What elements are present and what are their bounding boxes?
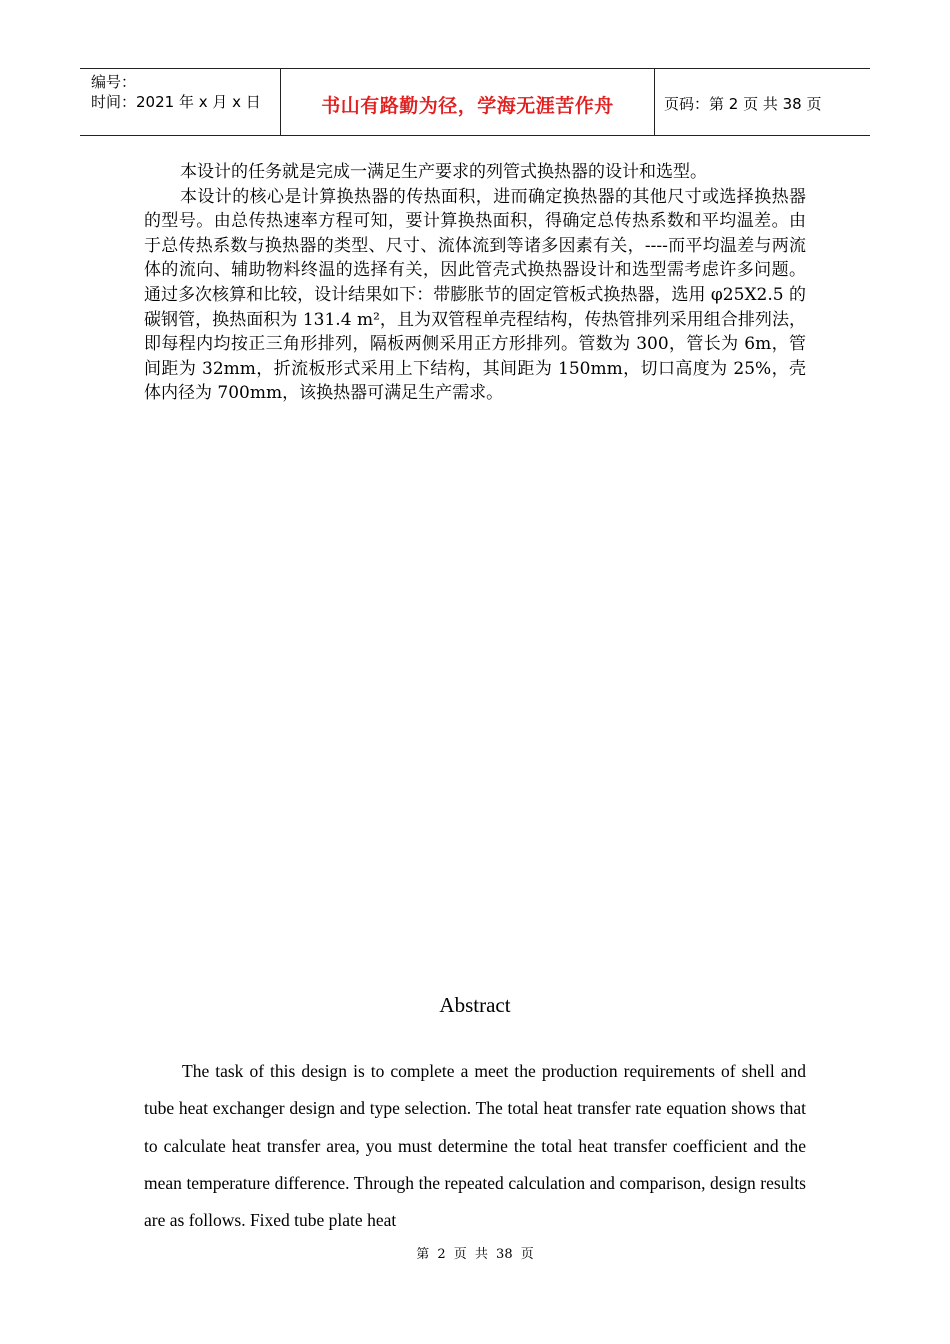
chinese-summary (144, 160, 806, 406)
abstract-paragraph: The task of this design is to complete a meet the production requirements of shell and tube heat exchanger design and type selection. The total heat transfer rate equation shows that to calculate heat transfer area, you must determine the total heat transfer coefficient and the mean temperature difference. Through the repeated calculation and comparison, design results are as follows. Fixed tube plate heat (144, 1061, 806, 1231)
header-meta (80, 69, 281, 135)
header-motto: 书山有路勤为径，学海无涯苦作舟 (281, 69, 655, 135)
header-page-info: 页码：第 2 页 共 38 页 (664, 94, 822, 113)
chinese-paragraph-1: 本设计的任务就是完成一满足生产要求的列管式换热器的设计和选型。 (180, 162, 707, 182)
document-number-label: 编号： (91, 73, 137, 91)
chinese-paragraph-2: 本设计的核心是计算换热器的传热面积，进而确定换热器的其他尺寸或选择换热器的型号。由总传热速率方程可知，要计算换热面积，得确定总传热系数和平均温差。由于总传热系数与换热器的类型、尺寸、流体流到等诸多因素有关，----而平均温差与两流体的流向、辅助物料终温的选择有关，因此管壳式换热器设计和选型需考虑许多问题。通过多次核算和比较，设计结果如下：带膨胀节的固定管板式换热器，选用 φ25X2.5 的碳钢管，换热面积为 131.4 m²，且为双管程单壳程结构，传热管排列采用组合排列法，即每程内均按正三角形排列，隔板两侧采用正方形排列。管数为 300，管长为 6m，管间距为 32mm，折流板形式采用上下结构，其间距为 150mm，切口高度为 25%，壳体内径为 700mm，该换热器可满足生产需求。 (144, 186, 806, 404)
abstract-body (144, 1053, 806, 1239)
document-time-label: 时间：2021 年 x 月 x 日 (91, 93, 261, 111)
page-header (80, 68, 870, 136)
page-footer: 第 2 页 共 38 页 (416, 1247, 534, 1262)
abstract-heading: Abstract (439, 993, 511, 1017)
